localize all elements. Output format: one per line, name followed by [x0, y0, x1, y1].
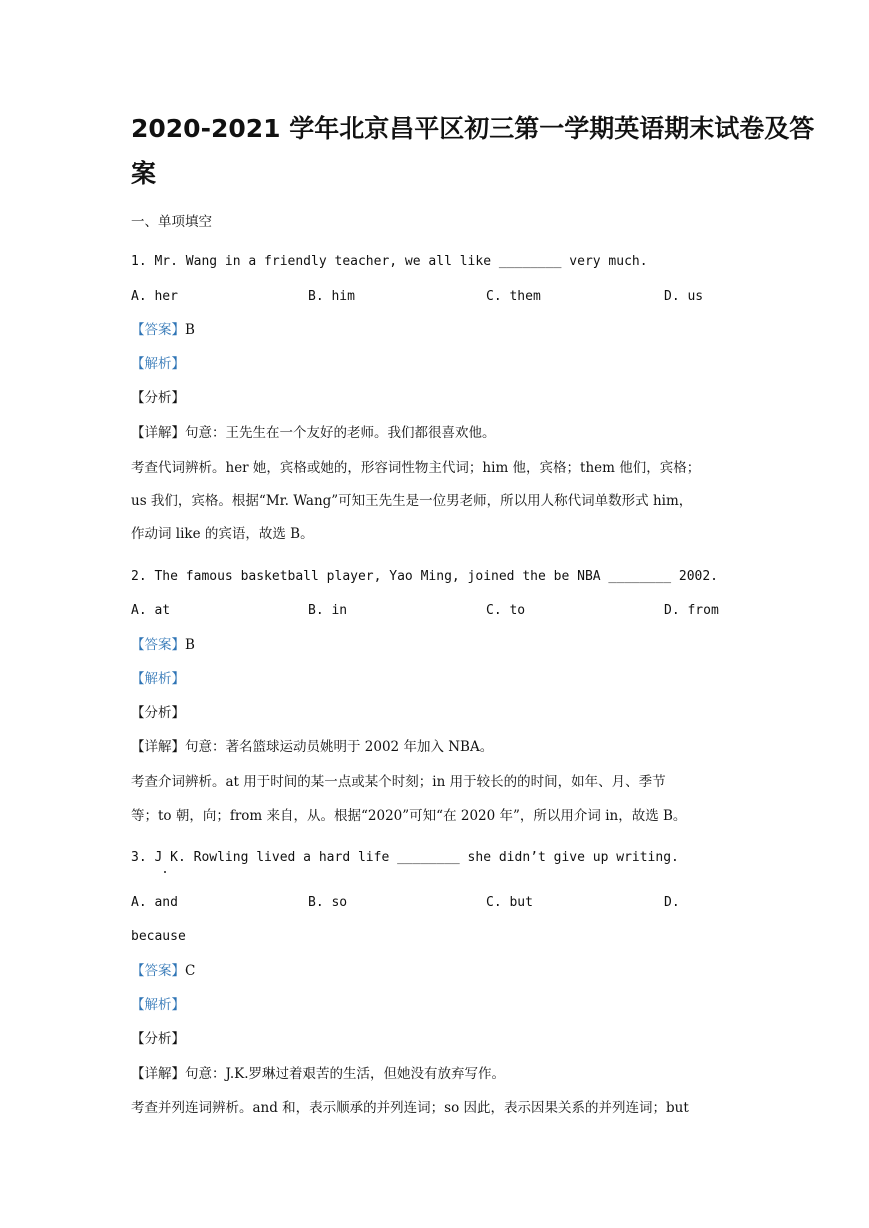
- question-2-analysis-tag: 【解析】: [131, 671, 185, 687]
- question-2-answer: [131, 635, 741, 655]
- question-3-option-b: B. so: [308, 895, 348, 910]
- question-1-detail: 【详解】句意：王先生在一个友好的老师。我们都很喜欢他。: [131, 425, 496, 441]
- question-1-option-a: A. her: [131, 289, 178, 304]
- question-2-option-a: A. at: [131, 603, 171, 618]
- question-1-fenxi: 【分析】: [131, 390, 185, 406]
- question-2-fenxi: 【分析】: [131, 705, 185, 721]
- answer-value: B: [185, 322, 195, 338]
- question-1-explain-3: 作动词 like 的宾语，故选 B。: [131, 526, 314, 542]
- question-3-option-d: D.: [664, 895, 680, 910]
- question-3-option-c: C. but: [486, 895, 533, 910]
- emphasis-dot: [164, 871, 166, 873]
- question-3-stem: 3. J K. Rowling lived a hard life ________ she didn’t give up writing.: [131, 850, 679, 865]
- answer-tag: 【答案】: [131, 637, 185, 653]
- question-1-analysis-tag: 【解析】: [131, 356, 185, 372]
- document-title-line-1: 2020-2021 学年北京昌平区初三第一学期英语期末试卷及答: [131, 114, 815, 143]
- question-3-fenxi: 【分析】: [131, 1031, 185, 1047]
- answer-tag: 【答案】: [131, 322, 185, 338]
- question-3-answer: [131, 961, 741, 981]
- section-heading: 一、单项填空: [131, 214, 212, 230]
- question-1-answer: [131, 320, 741, 340]
- question-2-detail: 【详解】句意：著名篮球运动员姚明于 2002 年加入 NBA。: [131, 739, 494, 755]
- question-1-explain-1: 考查代词辨析。her 她，宾格或她的，形容词性物主代词；him 他，宾格；them 他们，宾格；: [131, 460, 701, 476]
- question-2-option-d: D. from: [664, 603, 719, 618]
- question-3-detail: 【详解】句意：J.K.罗琳过着艰苦的生活，但她没有放弃写作。: [131, 1066, 506, 1082]
- question-2-option-c: C. to: [486, 603, 526, 618]
- document-title-line-2: 案: [131, 159, 157, 188]
- question-1-stem: 1. Mr. Wang in a friendly teacher, we all like ________ very much.: [131, 254, 648, 269]
- question-2-option-b: B. in: [308, 603, 348, 618]
- question-1-explain-2: us 我们，宾格。根据“Mr. Wang”可知王先生是一位男老师，所以用人称代词单数形式 him，: [131, 493, 693, 509]
- question-3-option-a: A. and: [131, 895, 178, 910]
- question-2-stem: 2. The famous basketball player, Yao Ming, joined the be NBA ________ 2002.: [131, 569, 718, 584]
- question-1-option-b: B. him: [308, 289, 355, 304]
- answer-value: B: [185, 637, 195, 653]
- question-3-analysis-tag: 【解析】: [131, 997, 185, 1013]
- question-3-explain-1: 考查并列连词辨析。and 和，表示顺承的并列连词；so 因此，表示因果关系的并列连词；but: [131, 1100, 689, 1116]
- question-2-explain-2: 等；to 朝，向；from 来自，从。根据“2020”可知“在 2020 年”，所以用介词 in，故选 B。: [131, 808, 687, 824]
- answer-value: C: [185, 963, 196, 979]
- question-3-option-d-text: because: [131, 929, 186, 944]
- answer-tag: 【答案】: [131, 963, 185, 979]
- question-1-option-c: C. them: [486, 289, 541, 304]
- question-2-explain-1: 考查介词辨析。at 用于时间的某一点或某个时刻；in 用于较长的的时间，如年、月、季节: [131, 774, 666, 790]
- question-1-option-d: D. us: [664, 289, 704, 304]
